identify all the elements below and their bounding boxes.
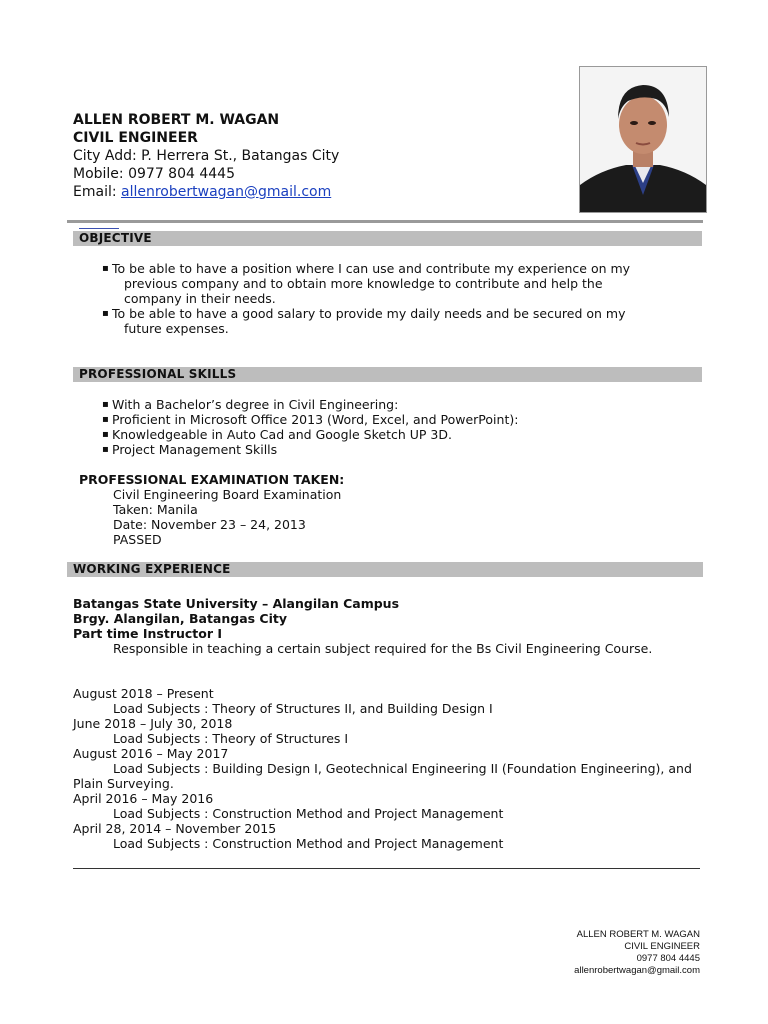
objective-2-line-2: future expenses. bbox=[124, 321, 229, 336]
skills-heading: PROFESSIONAL SKILLS bbox=[73, 367, 702, 382]
email-line bbox=[73, 183, 339, 201]
experience-heading: WORKING EXPERIENCE bbox=[67, 562, 703, 577]
footer-divider bbox=[73, 868, 700, 869]
header-underline-mark bbox=[79, 228, 119, 229]
list-item: ▪ Project Management Skills bbox=[102, 442, 518, 457]
exam-date: Date: November 23 – 24, 2013 bbox=[113, 517, 306, 532]
footer-name: ALLEN ROBERT M. WAGAN bbox=[576, 929, 700, 940]
footer-title: CIVIL ENGINEER bbox=[624, 941, 700, 952]
employer-name: Batangas State University – Alangilan Campus bbox=[73, 596, 400, 611]
list-item bbox=[102, 261, 644, 306]
exam-block bbox=[113, 487, 341, 547]
email-label: Email: bbox=[73, 184, 122, 200]
footer-contact bbox=[574, 929, 700, 977]
list-item bbox=[102, 306, 644, 336]
objective-1-line-1: ▪ To be able to have a position where I can use and contribute my experience on my bbox=[112, 261, 631, 276]
skills-list bbox=[102, 397, 518, 457]
position-description: Responsible in teaching a certain subject required for the Bs Civil Engineering Course. bbox=[113, 641, 653, 656]
period-subjects: Load Subjects : Theory of Structures I bbox=[113, 731, 349, 746]
period-date: August 2018 – Present bbox=[73, 686, 214, 701]
exam-name: Civil Engineering Board Examination bbox=[113, 487, 342, 502]
objective-heading: OBJECTIVE bbox=[73, 231, 702, 246]
employer-block bbox=[73, 596, 399, 641]
period-subjects: Load Subjects : Theory of Structures II, and Building Design I bbox=[113, 701, 493, 716]
period-date: August 2016 – May 2017 bbox=[73, 746, 229, 761]
footer-email: allenrobertwagan@gmail.com bbox=[574, 965, 700, 976]
employer-address: Brgy. Alangilan, Batangas City bbox=[73, 611, 288, 626]
email-link[interactable]: allenrobertwagan@gmail.com bbox=[121, 184, 332, 200]
applicant-title: CIVIL ENGINEER bbox=[73, 130, 198, 146]
mobile-number: Mobile: 0977 804 4445 bbox=[73, 166, 235, 182]
exam-heading: PROFESSIONAL EXAMINATION TAKEN: bbox=[79, 472, 345, 487]
list-item: ▪ With a Bachelor’s degree in Civil Engineering: bbox=[102, 397, 518, 412]
list-item: ▪ Proficient in Microsoft Office 2013 (Word, Excel, and PowerPoint): bbox=[102, 412, 518, 427]
period-date: June 2018 – July 30, 2018 bbox=[73, 716, 233, 731]
period-subjects: Load Subjects : Construction Method and Project Management bbox=[113, 806, 504, 821]
footer-mobile: 0977 804 4445 bbox=[636, 953, 700, 964]
period-date: April 2016 – May 2016 bbox=[73, 791, 214, 806]
period-date: April 28, 2014 – November 2015 bbox=[73, 821, 277, 836]
city-address: City Add: P. Herrera St., Batangas City bbox=[73, 148, 340, 164]
exam-place: Taken: Manila bbox=[113, 502, 198, 517]
profile-photo bbox=[579, 66, 707, 213]
objective-1-line-3: company in their needs. bbox=[124, 291, 276, 306]
exam-result: PASSED bbox=[113, 532, 162, 547]
experience-periods bbox=[73, 686, 692, 851]
objective-list bbox=[102, 261, 644, 336]
contact-header bbox=[73, 111, 339, 201]
objective-1-line-2: previous company and to obtain more knowledge to contribute and help the bbox=[124, 276, 603, 291]
objective-2-line-1: ▪ To be able to have a good salary to provide my daily needs and be secured on my bbox=[112, 306, 626, 321]
applicant-name: ALLEN ROBERT M. WAGAN bbox=[73, 112, 280, 128]
period-subjects: Load Subjects : Construction Method and Project Management bbox=[113, 836, 504, 851]
period-subjects-continued: Plain Surveying. bbox=[73, 776, 174, 791]
header-divider bbox=[67, 220, 703, 223]
period-subjects: Load Subjects : Building Design I, Geotechnical Engineering II (Foundation Engineering), and bbox=[113, 761, 692, 776]
list-item: ▪ Knowledgeable in Auto Cad and Google Sketch UP 3D. bbox=[102, 427, 518, 442]
position-title: Part time Instructor I bbox=[73, 626, 223, 641]
